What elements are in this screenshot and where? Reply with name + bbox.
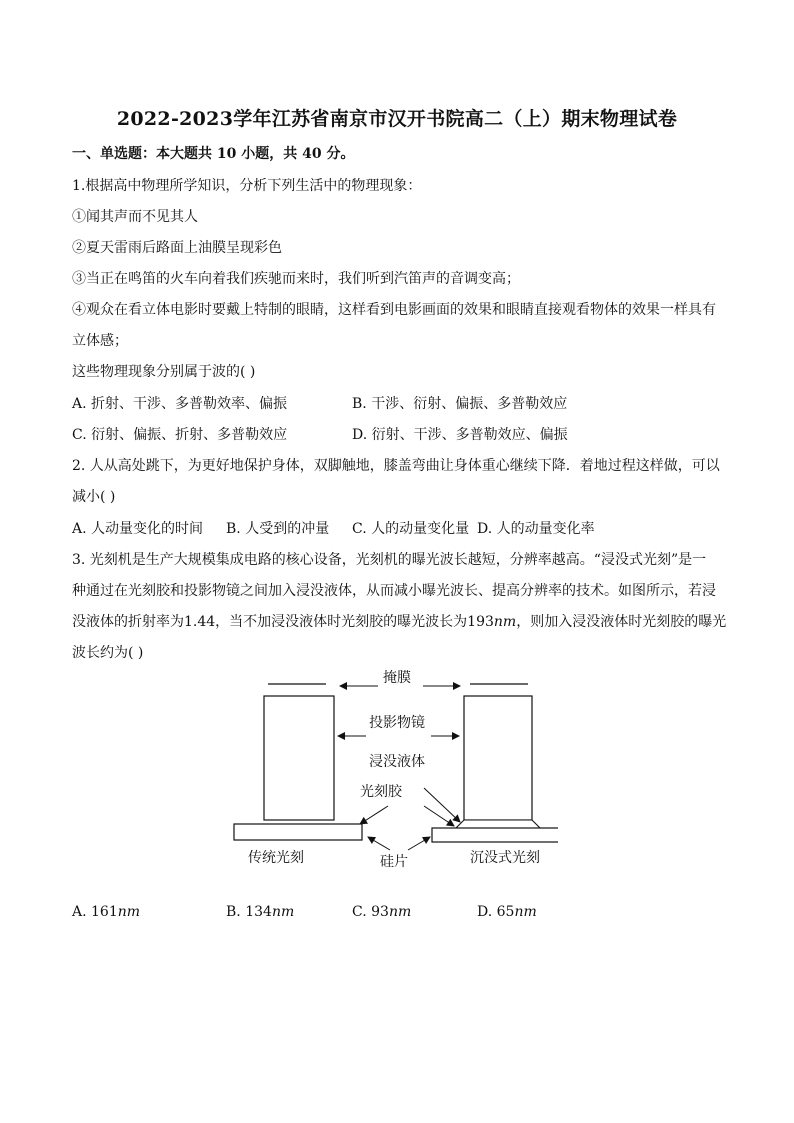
q1-item-3: ③当正在鸣笛的火车向着我们疾驰而来时，我们听到汽笛声的音调变高； bbox=[72, 271, 520, 287]
q3-option-d-unit: nm bbox=[514, 904, 537, 920]
q3-option-d-prefix: D. bbox=[477, 904, 493, 920]
label-immersion-lithography: 沉没式光刻 bbox=[470, 850, 540, 866]
label-wafer: 硅片 bbox=[380, 854, 408, 870]
q1-question: 这些物理现象分别属于波的( ) bbox=[72, 364, 256, 380]
q1-item-2: ②夏天雷雨后路面上油膜呈现彩色 bbox=[72, 240, 282, 256]
q2-option-a[interactable]: A. 人动量变化的时间 bbox=[72, 521, 204, 537]
wafer-arrow-right bbox=[408, 837, 430, 850]
q2-option-c[interactable]: C. 人的动量变化量 bbox=[352, 521, 470, 537]
liquid-arrow bbox=[424, 788, 460, 822]
q1-option-b[interactable]: B. 干涉、衍射、偏振、多普勒效应 bbox=[352, 396, 568, 412]
q1-item-1: ①闻其声而不见其人 bbox=[72, 209, 198, 225]
q3-option-b-unit: nm bbox=[271, 904, 295, 920]
wavelength-value: 193 bbox=[467, 614, 494, 630]
q3-option-a-value: 161 bbox=[91, 904, 118, 920]
q1-option-a[interactable]: A. 折射、干涉、多普勒效率、偏振 bbox=[72, 396, 288, 412]
label-mask: 掩膜 bbox=[383, 670, 411, 686]
q2-stem-line1: 2. 人从高处跳下，为更好地保护身体，双脚触地，膝盖弯曲让身体重心继续下降．着地过程这样做，可以 bbox=[72, 458, 720, 474]
photoresist-arrow-right bbox=[424, 806, 454, 826]
q2-option-b[interactable]: B. 人受到的冲量 bbox=[226, 521, 330, 537]
q1-item-4-line1: ④观众在看立体电影时要戴上特制的眼睛，这样看到电影画面的效果和眼睛直接观看物体的效果一样具有 bbox=[72, 302, 716, 318]
q3-option-b-value: 134 bbox=[245, 904, 272, 920]
right-wafer bbox=[432, 828, 558, 842]
wavelength-unit: nm bbox=[493, 614, 517, 630]
q1-option-c[interactable]: C. 衍射、偏振、折射、多普勒效应 bbox=[72, 427, 288, 443]
left-wafer bbox=[234, 824, 362, 840]
section-heading: 一、单选题：本大题共 10 小题，共 40 分。 bbox=[72, 146, 355, 162]
label-immersion-liquid: 浸没液体 bbox=[369, 754, 425, 770]
left-lens bbox=[264, 696, 334, 820]
q3-stem-line1: 3. 光刻机是生产大规模集成电路的核心设备，光刻机的曝光波长越短，分辨率越高。“浸没式光刻”是一 bbox=[72, 552, 707, 568]
q3-line3-a: 没液体的折射率为 bbox=[72, 614, 184, 630]
refractive-index-value: 1.44 bbox=[184, 614, 216, 630]
q3-stem-line3 bbox=[72, 612, 727, 632]
q2-stem-line2: 减小( ) bbox=[72, 489, 116, 505]
label-traditional-lithography: 传统光刻 bbox=[248, 850, 304, 866]
q3-stem-line4: 波长约为( ) bbox=[72, 645, 144, 661]
right-lens bbox=[464, 696, 532, 820]
wafer-arrow-left bbox=[368, 837, 390, 850]
q3-option-b[interactable] bbox=[226, 902, 294, 922]
q3-line3-c: ，则加入浸没液体时光刻胶的曝光 bbox=[516, 614, 727, 630]
q1-option-d[interactable]: D. 衍射、干涉、多普勒效应、偏振 bbox=[352, 427, 568, 443]
q2-option-d[interactable]: D. 人的动量变化率 bbox=[477, 521, 595, 537]
q1-item-4-line2: 立体感； bbox=[72, 333, 128, 349]
q3-stem-line2: 种通过在光刻胶和投影物镜之间加入浸没液体，从而减小曝光波长、提高分辨率的技术。如图所示，若浸 bbox=[72, 583, 716, 599]
q3-option-a-prefix: A. bbox=[72, 904, 87, 920]
photoresist-arrow bbox=[360, 806, 388, 824]
q3-option-a[interactable] bbox=[72, 902, 140, 922]
q3-option-c-unit: nm bbox=[388, 904, 412, 920]
q3-option-c[interactable] bbox=[352, 902, 411, 922]
q3-option-b-prefix: B. bbox=[226, 904, 241, 920]
immersion-liquid bbox=[456, 820, 540, 828]
q3-option-c-value: 93 bbox=[371, 904, 389, 920]
q3-line3-b: ，当不加浸没液体时光刻胶的曝光波长为 bbox=[215, 614, 468, 630]
label-projection-lens: 投影物镜 bbox=[369, 715, 425, 731]
q3-option-c-prefix: C. bbox=[352, 904, 367, 920]
label-photoresist: 光刻胶 bbox=[360, 784, 402, 800]
lithography-diagram bbox=[228, 664, 558, 874]
q3-option-a-unit: nm bbox=[117, 904, 141, 920]
page-title: 2022-2023学年江苏省南京市汉开书院高二（上）期末物理试卷 bbox=[116, 108, 678, 130]
q3-option-d[interactable] bbox=[477, 902, 537, 922]
q3-option-d-value: 65 bbox=[496, 904, 515, 920]
q1-stem: 1.根据高中物理所学知识，分析下列生活中的物理现象： bbox=[72, 178, 422, 194]
